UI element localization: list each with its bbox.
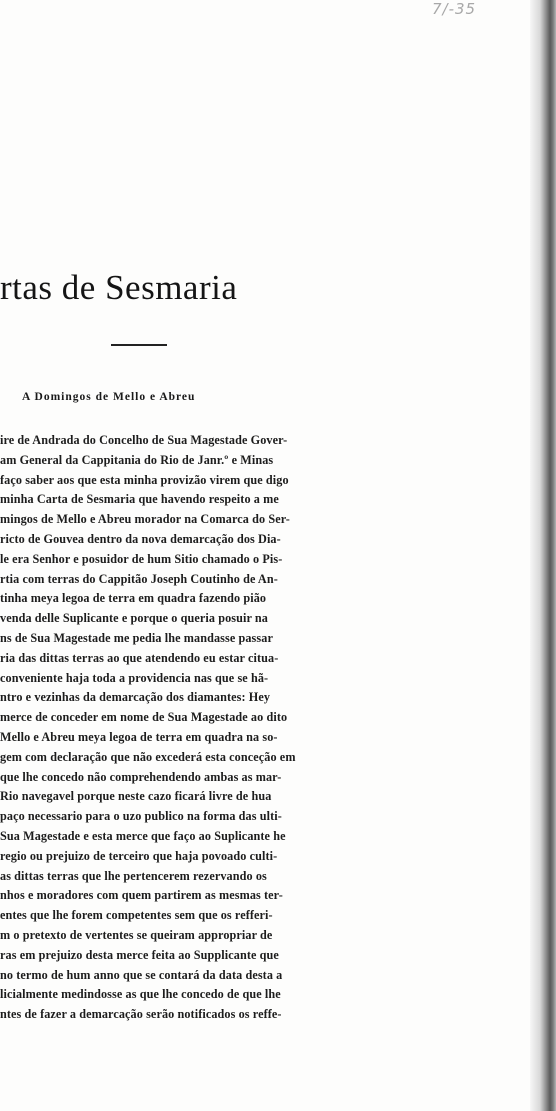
body-text [0,431,520,1025]
text-line: m o pretexto de vertentes se queiram appropriar de [0,927,273,942]
text-line: ras em prejuizo desta merce feita ao Supplicante que [0,947,279,962]
section-heading: A Domingos de Mello e Abreu [22,391,196,403]
text-line: le era Senhor e posuidor de hum Sitio chamado o Pis- [0,551,283,566]
text-line: Sua Magestade e esta merce que faço ao Suplicante he [0,828,286,843]
text-line: ria das dittas terras ao que atendendo eu estar citua- [0,650,279,665]
text-line: entes que lhe forem competentes sem que os refferi- [0,908,273,923]
text-line: ntro e vezinhas da demarcação dos diamantes: Hey [0,690,271,705]
text-line: no termo de hum anno que se contará da data desta a [0,967,283,982]
title-divider [111,344,167,346]
text-line: ire de Andrada do Concelho de Sua Magestade Gover- [0,433,288,447]
pencil-annotation: 7/-35 [432,0,477,18]
text-line: venda delle Suplicante e porque o queria posuir na [0,611,268,626]
text-line: ns de Sua Magestade me pedia lhe mandasse passar [0,630,273,645]
text-line: am General da Cappitania do Rio de Janr.º e Minas [0,452,274,467]
text-line: faço saber aos que esta minha provizão virem que digo [0,472,289,487]
text-line: mingos de Mello e Abreu morador na Comarca do Ser- [0,512,290,527]
text-line: nhos e moradores com quem partirem as mesmas ter- [0,888,283,903]
text-line: paço necessario para o uzo publico na forma das ulti- [0,809,282,824]
text-line: minha Carta de Sesmaria que havendo respeito a me [0,492,279,507]
text-line: conveniente haja toda a providencia nas que se hã- [0,670,269,685]
text-line: ntes de fazer a demarcação serão notificados os reffe- [0,1007,282,1022]
text-line: as dittas terras que lhe pertencerem rezervando os [0,868,267,883]
text-line: rtia com terras do Cappitão Joseph Coutinho de An- [0,571,278,586]
text-line: que lhe concedo não comprehendendo ambas as mar- [0,769,282,784]
page-gutter-shadow [530,0,556,1111]
text-line: licialmente medindosse as que lhe concedo de que lhe [0,987,281,1002]
text-line: regio ou prejuizo de terceiro que haja povoado culti- [0,848,278,863]
text-line: Rio navegavel porque neste cazo ficará livre de hua [0,789,272,804]
text-line: Mello e Abreu meya legoa de terra em quadra na so- [0,729,278,744]
text-line: gem com declaração que não excederá esta conceção em [0,749,296,764]
text-line: merce de conceder em nome de Sua Magestade ao dito [0,710,288,725]
text-line: ricto de Gouvea dentro da nova demarcação dos Dia- [0,531,281,546]
page-title: rtas de Sesmaria [0,268,238,307]
text-line: tinha meya legoa de terra em quadra fazendo pião [0,591,267,606]
